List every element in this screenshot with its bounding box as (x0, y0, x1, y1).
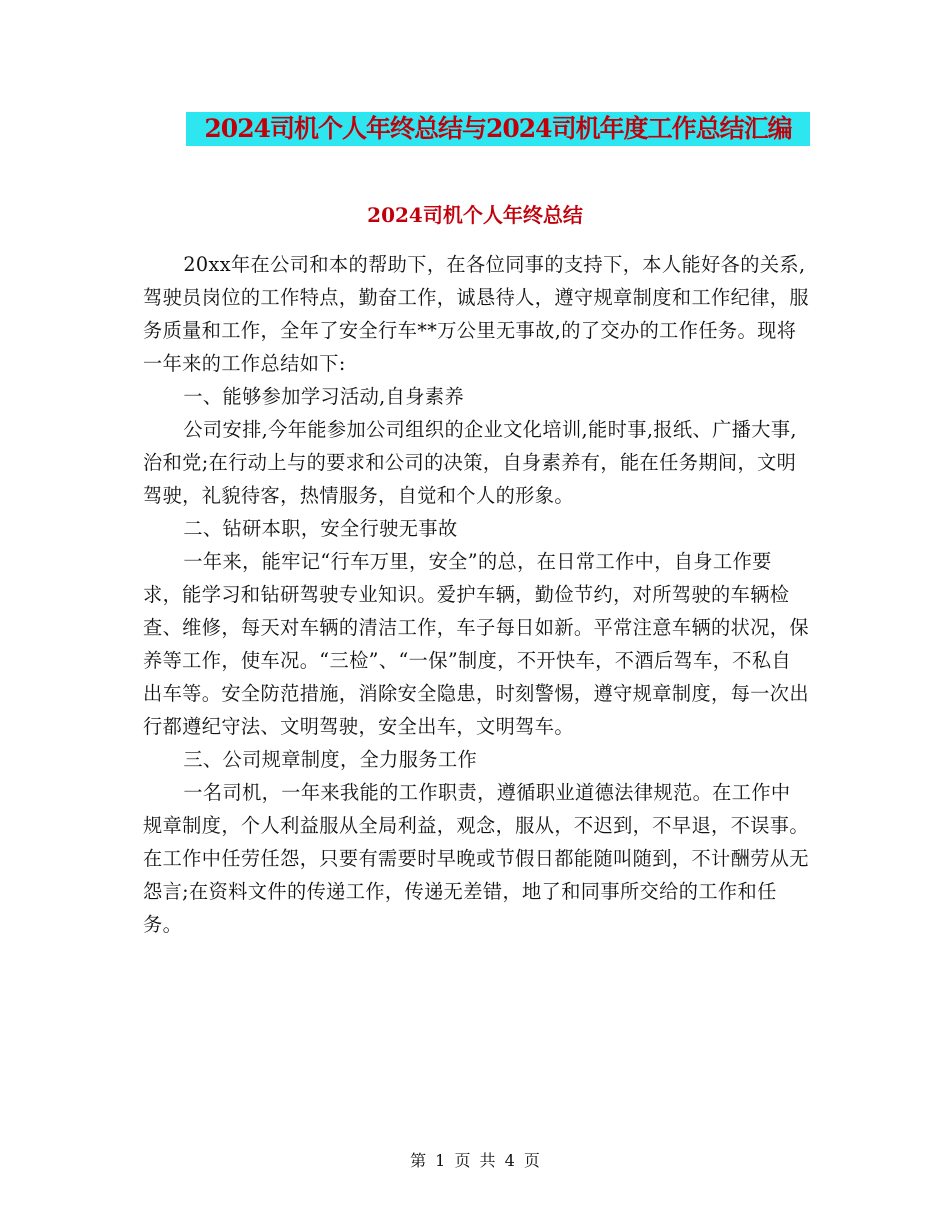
paragraph-rules: 一名司机，一年来我能的工作职责，遵循职业道德法律规范。在工作中规章制度，个人利益服从全局利益，观念，服从，不迟到，不早退，不误事。在工作中任劳任怨，只要有需要时早晚或节假日都能随叫随到，不计酬劳从无怨言;在资料文件的传递工作，传递无差错，地了和同事所交给的工作和任务。 (143, 781, 809, 936)
section-title: 2024司机个人年终总结 (367, 203, 583, 227)
paragraph-intro: 20xx年在公司和本的帮助下，在各位同事的支持下，本人能好各的关系,驾驶员岗位的工作特点，勤奋工作，诚恳待人，遵守规章制度和工作纪律，服务质量和工作，全年了安全行车**万公里无事故,的了交办的工作任务。现将一年来的工作总结如下: (143, 253, 809, 375)
paragraph-safety: 一年来，能牢记“行车万里，安全”的总，在日常工作中，自身工作要求，能学习和钻研驾驶专业知识。爱护车辆，勤俭节约，对所驾驶的车辆检查、维修，每天对车辆的清洁工作，车子每日如新。平常注意车辆的状况，保养等工作，使车况。“三检”、“一保”制度，不开快车，不酒后驾车，不私自出车等。安全防范措施，消除安全隐患，时刻警惕，遵守规章制度，每一次出行都遵纪守法、文明驾驶，安全出车，文明驾车。 (143, 550, 809, 738)
paragraph-study: 公司安排,今年能参加公司组织的企业文化培训,能时事,报纸、广播大事,治和党;在行动上与的要求和公司的决策，自身素养有，能在任务期间，文明驾驶，礼貌待客，热情服务，自觉和个人的形象。 (143, 418, 797, 507)
document-body (143, 248, 809, 941)
heading-safety: 二、钻研本职，安全行驶无事故 (183, 517, 458, 540)
document-title: 2024司机个人年终总结与2024司机年度工作总结汇编 (186, 112, 810, 146)
heading-rules: 三、公司规章制度，全力服务工作 (183, 748, 478, 771)
heading-study: 一、能够参加学习活动,自身素养 (183, 385, 465, 408)
page-footer: 第 1 页 共 4 页 (410, 1151, 540, 1170)
